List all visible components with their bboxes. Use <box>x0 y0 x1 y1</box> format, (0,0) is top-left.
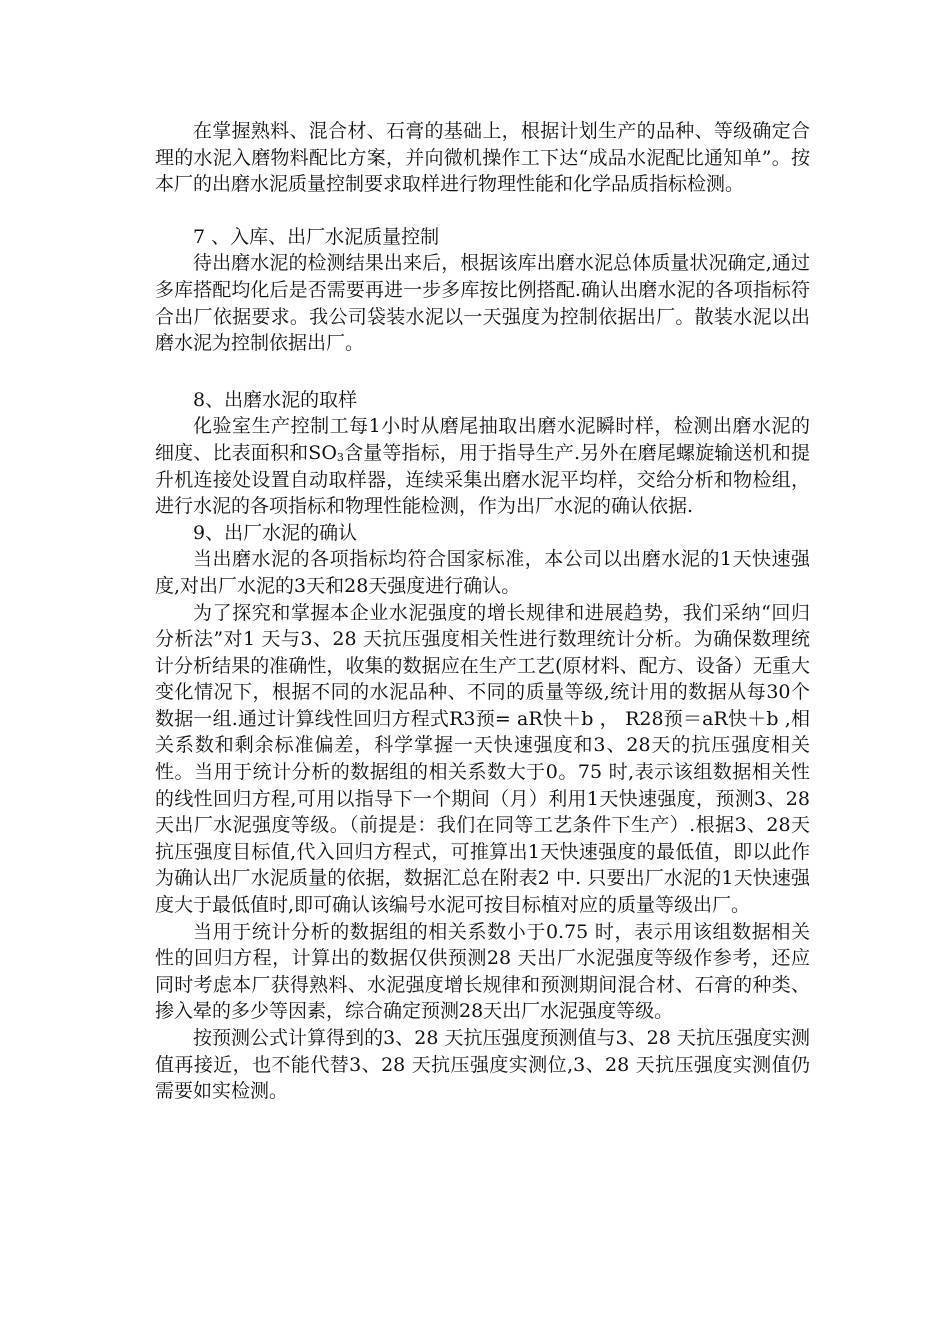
heading-section-8: 8、出磨水泥的取样 <box>193 388 358 411</box>
spacer <box>155 357 810 387</box>
so3-subscript: 3 <box>336 450 344 464</box>
paragraph-batching: 在掌握熟料、混合材、石膏的基础上，根据计划生产的品种、等级确定合理的水泥入磨物料配比方案，并向微机操作工下达“成品水泥配比通知单”。按本厂的出磨水泥质量控制要求取样进行物理性能和化学品质指标检测。 <box>155 120 810 196</box>
paragraph-confirmation: 当出磨水泥的各项指标均符合国家标准，本公司以出磨水泥的1天快速强度,对出厂水泥的3天和28天强度进行确认。 <box>155 548 810 597</box>
paragraph-prediction-note: 按预测公式计算得到的3、28 天抗压强度预测值与3、28 天抗压强度实测值再接近，也不能代替3、28 天抗压强度实测位,3、28 天抗压强度实测值仍需要如实检测。 <box>155 1027 810 1103</box>
sampling-text-part2: 含量等指标，用于指导生产.另外在磨尾螺旋输送机和提升机连接处设置自动取样器，连续采集出磨水泥平均样，交给分析和物检组，进行水泥的各项指标和物理性能检测，作为出厂水泥的确认依据. <box>155 441 811 518</box>
heading-section-9: 9、出厂水泥的确认 <box>193 521 358 544</box>
heading-section-7: 7 、入库、出厂水泥质量控制 <box>193 225 440 248</box>
document-page <box>155 118 810 1105</box>
sampling-text-part1: 化验室生产控制工每1小时从磨尾抽取出磨水泥瞬时样，检测出磨水泥的细度、比表面积和SO <box>155 415 810 464</box>
paragraph-regression-analysis: 为了探究和掌握本企业水泥强度的增长规律和进展趋势，我们采纳“回归分析法”对1 天与3、28 天抗压强度相关性进行数理统计分析。为确保数理统计分析结果的准确性，收集的数据应在生产工艺(原材料、配方、设备）无重大变化情况下，根据不同的水泥品种、不同的质量等级,统计用的数据从每30个数据一组.通过计算线性回归方程式R3预= aR快＋b ， R28预＝aR快＋b ,相关系数和剩余标准偏差，科学掌握一天快速强度和3、28天的抗压强度相关性。当用于统计分析的数据组的相关系数大于0。75 时,表示该组数据相关性的线性回归方程,可用以指导下一个期间（月）利用1天快速强度，预测3、28 天出厂水泥强度等级。（前提是：我们在同等工艺条件下生产）.根据3、28天抗压强度目标值,代入回归方程式，可推算出1天快速强度的最低值，即以此作为确认出厂水泥质量的依据，数据汇总在附表2 中. 只要出厂水泥的1天快速强度大于最低值时,即可确认该编号水泥可按目标植对应的质量等级出厂。 <box>155 601 810 917</box>
paragraph-storage-control: 待出磨水泥的检测结果出来后，根据该库出磨水泥总体质量状况确定,通过多库搭配均化后是否需要再进一步多库按比例搭配.确认出磨水泥的各项指标符合出厂依据要求。我公司袋装水泥以一天强度为控制依据出厂。散装水泥以出磨水泥为控制依据出厂。 <box>155 252 810 355</box>
paragraph-low-correlation: 当用于统计分析的数据组的相关系数小于0.75 时，表示用该组数据相关性的回归方程，计算出的数据仅供预测28 天出厂水泥强度等级作参考，还应同时考虑本厂获得熟料、水泥强度增长规律和预测期间混合材、石膏的种类、掺入晕的多少等因素，综合确定预测28天出厂水泥强度等级。 <box>155 920 810 1023</box>
paragraph-sampling <box>155 413 810 519</box>
spacer <box>155 198 810 224</box>
